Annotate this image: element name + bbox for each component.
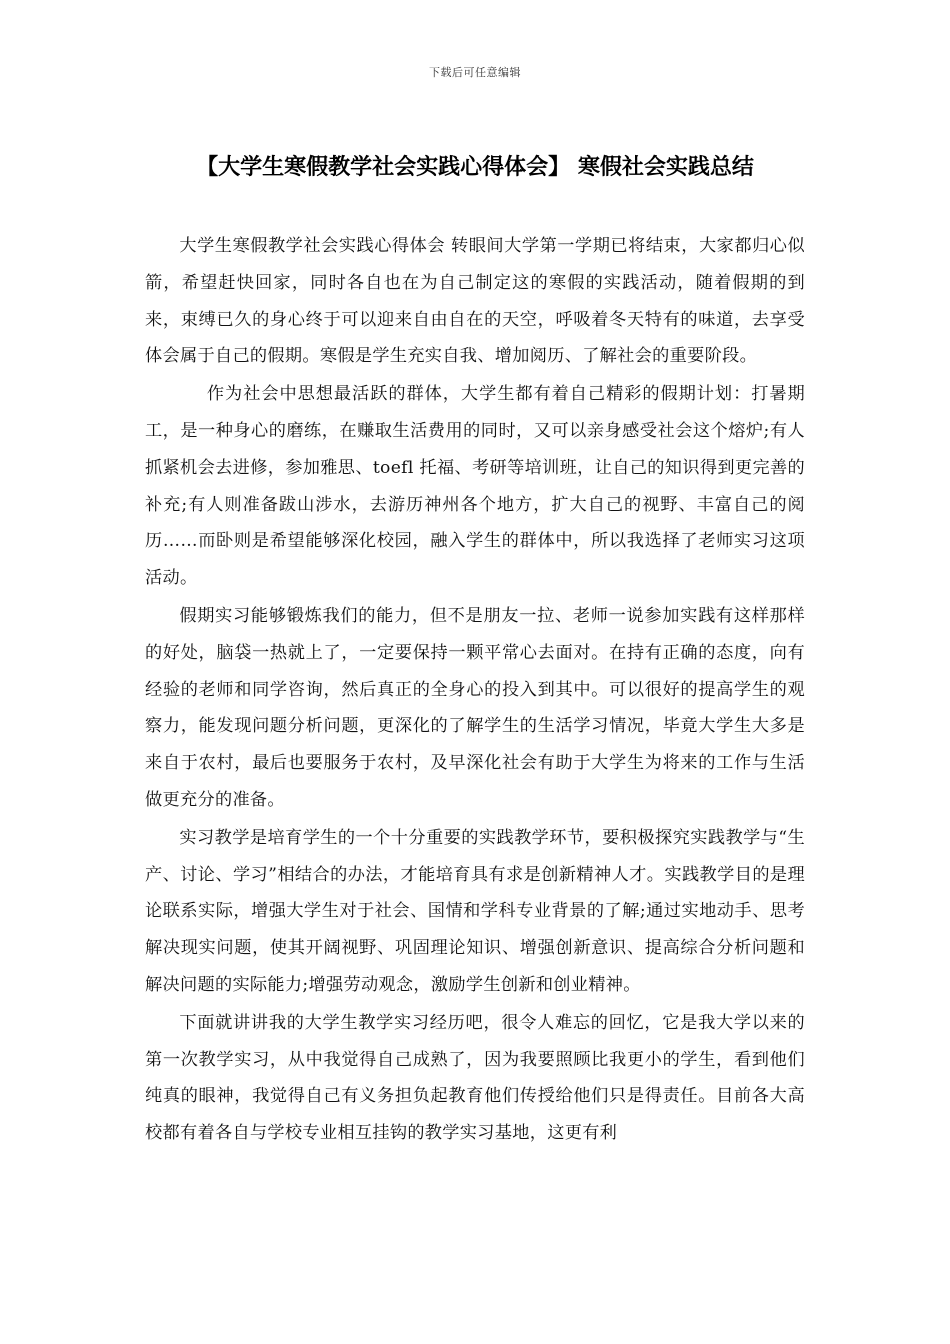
paragraph-5: 下面就讲讲我的大学生教学实习经历吧，很令人难忘的回忆，它是我大学以来的第一次教学实习，从中我觉得自己成熟了，因为我要照顾比我更小的学生，看到他们纯真的眼神，我觉得自己有义务担负起教育他们传授给他们只是得责任。目前各大高校都有着各自与学校专业相互挂钩的教学实习基地，这更有利 xyxy=(145,1012,805,1144)
page-header-note: 下载后可任意编辑 xyxy=(429,66,521,79)
paragraph-1: 大学生寒假教学社会实践心得体会 转眼间大学第一学期已将结束，大家都归心似箭，希望赶快回家，同时各自也在为自己制定这的寒假的实践活动，随着假期的到来，束缚已久的身心终于可以迎来自由自在的天空，呼吸着冬天特有的味道，去享受体会属于自己的假期。寒假是学生充实自我、增加阅历、了解社会的重要阶段。 xyxy=(145,236,805,367)
document-title: 【大学生寒假教学社会实践心得体会】 寒假社会实践总结 xyxy=(196,154,754,180)
document-body xyxy=(145,228,805,1153)
paragraph-2: 作为社会中思想最活跃的群体，大学生都有着自己精彩的假期计划：打暑期工，是一种身心的磨练，在赚取生活费用的同时，又可以亲身感受社会这个熔炉;有人抓紧机会去进修，参加雅思、toefl 托福、考研等培训班，让自己的知识得到更完善的补充;有人则准备跋山涉水，去游历神州各个地方，扩大自己的视野、丰富自己的阅历……而卧则是希望能够深化校园，融入学生的群体中，所以我选择了老师实习这项活动。 xyxy=(145,384,805,589)
paragraph-4: 实习教学是培育学生的一个十分重要的实践教学环节，要积极探究实践教学与“生产、讨论、学习”相结合的办法，才能培育具有求是创新精神人才。实践教学目的是理论联系实际，增强大学生对于社会、国情和学科专业背景的了解;通过实地动手、思考解决现实问题，使其开阔视野、巩固理论知识、增强创新意识、提高综合分析问题和解决问题的实际能力;增强劳动观念，激励学生创新和创业精神。 xyxy=(145,827,805,995)
paragraph-3: 假期实习能够锻炼我们的能力，但不是朋友一拉、老师一说参加实践有这样那样的好处，脑袋一热就上了，一定要保持一颗平常心去面对。在持有正确的态度，向有经验的老师和同学咨询，然后真正的全身心的投入到其中。可以很好的提高学生的观察力，能发现问题分析问题，更深化的了解学生的生活学习情况，毕竟大学生大多是来自于农村，最后也要服务于农村，及早深化社会有助于大学生为将来的工作与生活做更充分的准备。 xyxy=(145,605,805,810)
